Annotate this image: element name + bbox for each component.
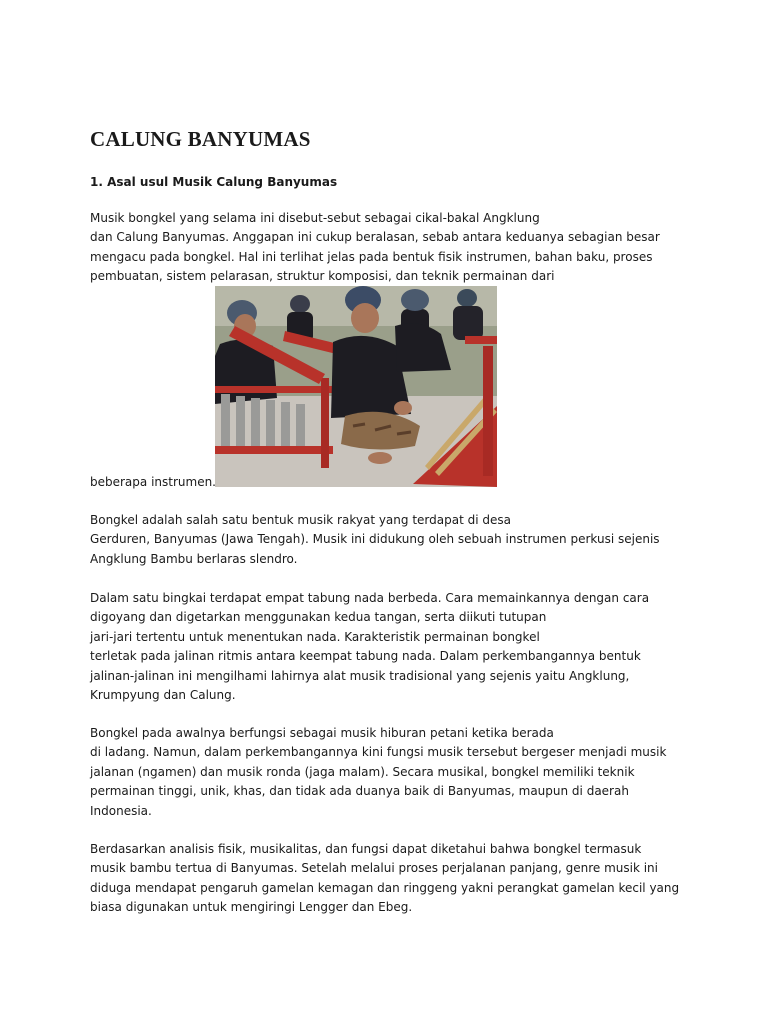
- intro-paragraph: [90, 209, 660, 287]
- section-heading: 1. Asal usul Musik Calung Banyumas: [90, 175, 338, 189]
- text-line: Angklung Bambu berlaras slendro.: [90, 551, 298, 566]
- text-line: pembuatan, sistem pelarasan, struktur komposisi, dan teknik permainan dari: [90, 269, 555, 284]
- paragraph: [90, 511, 660, 569]
- text-line: Gerduren, Banyumas (Jawa Tengah). Musik ini didukung oleh sebuah instrumen perkusi sejenis: [90, 532, 660, 547]
- intro-paragraph-tail: beberapa instrumen.: [90, 475, 216, 489]
- text-line: diduga mendapat pengaruh gamelan kemagan dan ringgeng yakni perangkat gamelan kecil yang: [90, 880, 680, 895]
- text-line: dan Calung Banyumas. Anggapan ini cukup beralasan, sebab antara keduanya sebagian besar: [90, 230, 660, 245]
- text-line: Indonesia.: [90, 803, 152, 818]
- text-line: Bongkel adalah salah satu bentuk musik rakyat yang terdapat di desa: [90, 513, 511, 527]
- paragraph: [90, 724, 666, 821]
- paragraph: [90, 840, 679, 918]
- text-line: Musik bongkel yang selama ini disebut-sebut sebagai cikal-bakal Angklung: [90, 211, 540, 225]
- paragraph: [90, 589, 649, 705]
- text-line: jalinan-jalinan ini mengilhami lahirnya alat musik tradisional yang sejenis yaitu Angklung,: [90, 668, 630, 683]
- document-title: CALUNG BANYUMAS: [90, 127, 311, 151]
- text-line: digoyang dan digetarkan menggunakan kedua tangan, serta diikuti tutupan: [90, 610, 547, 625]
- text-line: jalanan (ngamen) dan musik ronda (jaga malam). Secara musikal, bongkel memiliki teknik: [90, 764, 635, 779]
- text-line: Berdasarkan analisis fisik, musikalitas, dan fungsi dapat diketahui bahwa bongkel termasuk: [90, 842, 642, 856]
- text-line: Bongkel pada awalnya berfungsi sebagai musik hiburan petani ketika berada: [90, 726, 554, 740]
- text-line: biasa digunakan untuk mengiringi Lengger dan Ebeg.: [90, 900, 413, 915]
- text-line: jari-jari tertentu untuk menentukan nada. Karakteristik permainan bongkel: [90, 629, 540, 644]
- text-line: di ladang. Namun, dalam perkembangannya kini fungsi musik tersebut bergeser menjadi musik: [90, 745, 667, 760]
- text-line: Dalam satu bingkai terdapat empat tabung nada berbeda. Cara memainkannya dengan cara: [90, 591, 650, 605]
- text-line: musik bambu tertua di Banyumas. Setelah melalui proses perjalanan panjang, genre musik ini: [90, 861, 658, 876]
- text-line: Krumpyung dan Calung.: [90, 688, 236, 703]
- text-line: permainan tinggi, unik, khas, dan tidak ada duanya baik di Banyumas, maupun di daerah: [90, 784, 629, 799]
- text-line: terletak pada jalinan ritmis antara keempat tabung nada. Dalam perkembangannya bentuk: [90, 649, 641, 664]
- calung-players-photo: [215, 286, 497, 487]
- text-line: mengacu pada bongkel. Hal ini terlihat jelas pada bentuk fisik instrumen, bahan baku, proses: [90, 249, 653, 264]
